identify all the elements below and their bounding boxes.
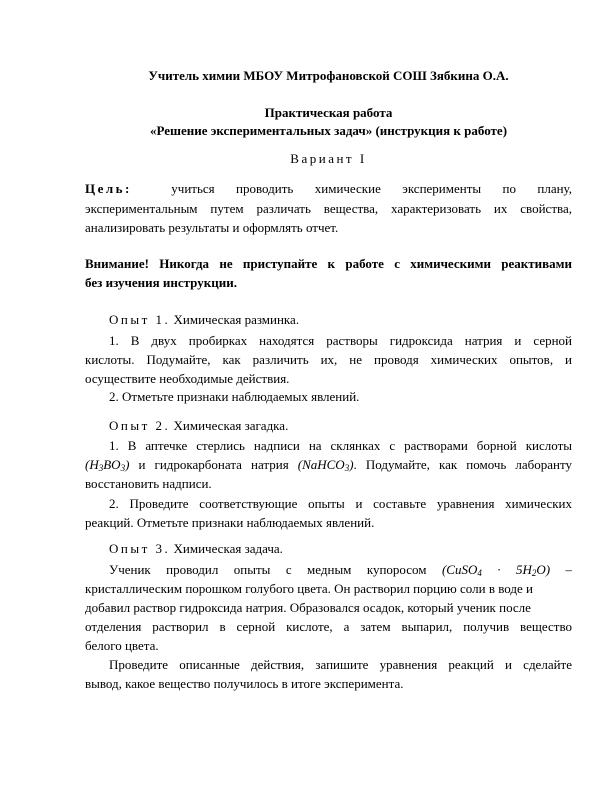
exp1-p1-line-1: 1. В двух пробирках находятся растворы гидроксида натрия и серной [109,333,572,348]
exp3-p2-line-1: Проведите описанные действия, запишите уравнения реакций и сделайте [109,657,572,672]
variant-heading: Вариант I [290,151,367,166]
formula-sodium-bicarbonate: (NaHCO$_3$) [297,457,354,473]
exp1-p2: 2. Отметьте признаки наблюдаемых явлений. [109,389,360,404]
formula-copper-sulfate: (CuSO$_4$ · $5H_2O$) [441,562,551,578]
exp3-p1-line-2: кристаллическим порошком голубого цвета. Он растворил порцию соли в воде и [85,581,533,596]
exp3-p1-line-3: добавил раствор гидроксида натрия. Образовался осадок, который ученик после [85,600,531,615]
exp1-label: Опыт 1. [109,312,171,327]
exp3-p1-line-1 [85,562,572,578]
warning-line-2: без изучения инструкции. [85,275,237,290]
exp3-label: Опыт 3. [109,541,171,556]
work-title: «Решение экспериментальных задач» (инструкция к работе) [149,123,508,138]
exp2-p1-line-3: восстановить надписи. [85,476,212,491]
exp2-label: Опыт 2. [109,418,171,433]
formula-boric-acid: $(H_3BO_3)$ [85,457,130,473]
exp2-p1-line-2 [85,457,572,473]
exp1-p1-line-2: кислоты. Подумайте, как различить их, не проводя химических опытов, и [85,352,572,367]
exp2-p1-line-2-tail: . Подумайте, как помочь лаборанту [353,457,573,472]
exp3-p1-line-4: отделения растворил в серной кислоте, а затем выпарил, получив вещество [85,619,572,634]
goal-line-2: экспериментальным путем различать вещества, характеризовать их свойства, [85,201,572,216]
exp3-p1-line-5: белого цвета. [85,638,159,653]
exp2-p1-line-2-text: и гидрокарбоната натрия [138,457,289,472]
exp3-dash: – [565,562,572,577]
goal-label: Цель: [85,181,132,196]
exp2-p1-line-1: 1. В аптечке стерлись надписи на склянках с растворами борной кислоты [109,438,572,453]
exp3-title: Химическая задача. [173,541,283,556]
teacher-line: Учитель химии МБОУ Митрофановской СОШ Зябкина О.А. [148,68,509,83]
exp3-p1-line-1-text: Ученик проводил опыты с медным купоросом [109,562,427,577]
work-type: Практическая работа [264,105,393,120]
goal-text-1: учиться проводить химические эксперименты по плану, [171,181,573,196]
exp1-p1-line-3: осуществите необходимые действия. [85,371,290,386]
exp2-p2-line-1: 2. Проведите соответствующие опыты и составьте уравнения химических [109,496,572,511]
exp3-heading [109,541,572,557]
exp1-heading [109,312,572,328]
warning-line-1: Внимание! Никогда не приступайте к работе с химическими реактивами [85,256,572,271]
exp2-heading [109,418,572,434]
goal-line-1 [85,181,572,197]
exp1-title: Химическая разминка. [173,312,300,327]
exp2-p2-line-2: реакций. Отметьте признаки наблюдаемых явлений. [85,515,375,530]
goal-line-3: анализировать результаты и оформлять отчет. [85,220,339,235]
exp2-title: Химическая загадка. [173,418,289,433]
exp3-p2-line-2: вывод, какое вещество получилось в итоге эксперимента. [85,676,404,691]
